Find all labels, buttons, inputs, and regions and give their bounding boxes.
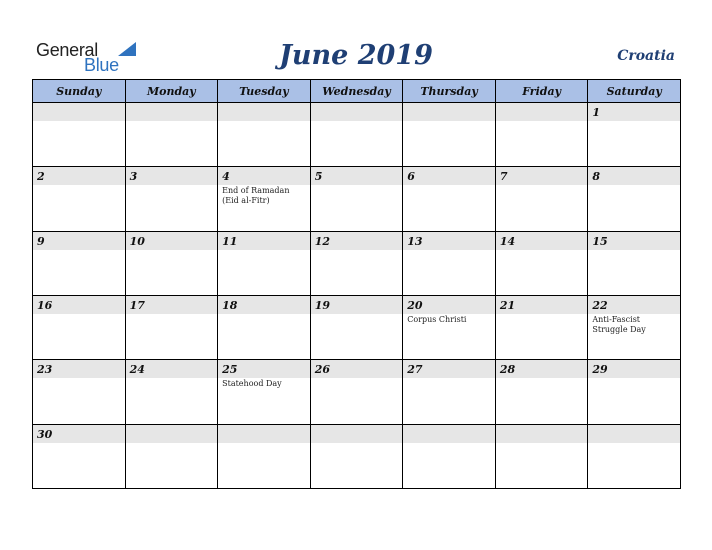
day-cell — [588, 295, 681, 359]
day-cell — [588, 231, 681, 295]
day-header-bar — [403, 232, 495, 250]
day-header-bar — [33, 232, 125, 250]
weekday-sunday: Sunday — [33, 80, 126, 103]
holiday-label — [496, 314, 588, 315]
holiday-label — [588, 185, 680, 186]
day-cell — [218, 360, 311, 424]
day-number: 9 — [37, 234, 45, 248]
day-header-bar — [126, 232, 218, 250]
holiday-label — [218, 443, 310, 444]
week-row — [33, 424, 681, 488]
day-cell — [403, 424, 496, 488]
day-number: 27 — [407, 363, 423, 377]
holiday-label — [403, 443, 495, 444]
day-cell — [495, 424, 588, 488]
holiday-label — [311, 185, 403, 186]
day-number: 6 — [407, 170, 415, 184]
day-cell — [588, 167, 681, 231]
logo-word-blue: Blue — [84, 55, 119, 75]
day-header-bar — [496, 232, 588, 250]
holiday-label — [496, 185, 588, 186]
day-header-bar — [311, 425, 403, 443]
day-header-bar — [403, 296, 495, 314]
day-number: 12 — [314, 234, 330, 248]
day-header-bar — [311, 296, 403, 314]
holiday-label — [126, 250, 218, 251]
day-cell — [310, 295, 403, 359]
week-row — [33, 231, 681, 295]
week-row — [33, 360, 681, 424]
day-cell — [403, 231, 496, 295]
holiday-label — [33, 378, 125, 379]
day-cell — [125, 360, 218, 424]
holiday-label — [311, 121, 403, 122]
day-number: 5 — [314, 170, 323, 184]
day-header-bar — [588, 296, 680, 314]
day-cell — [403, 360, 496, 424]
day-cell — [495, 167, 588, 231]
day-cell — [310, 424, 403, 488]
day-cell — [218, 295, 311, 359]
day-header-bar — [311, 360, 403, 378]
day-number: 7 — [499, 170, 508, 184]
holiday-label — [311, 250, 403, 251]
day-header-bar — [496, 296, 588, 314]
holiday-label — [33, 314, 125, 315]
day-header-bar — [588, 360, 680, 378]
day-number: 24 — [129, 363, 145, 377]
holiday-label: End of Ramadan (Eid al-Fitr) — [222, 186, 290, 206]
weekday-wednesday: Wednesday — [310, 80, 403, 103]
holiday-label — [126, 378, 218, 379]
holiday-label — [496, 378, 588, 379]
day-header-bar — [311, 103, 403, 121]
day-number: 26 — [314, 363, 330, 377]
day-cell — [310, 231, 403, 295]
day-header-bar — [588, 425, 680, 443]
holiday-label — [218, 250, 310, 251]
day-cell — [588, 103, 681, 167]
day-cell — [218, 424, 311, 488]
day-cell — [218, 167, 311, 231]
holiday-label: Corpus Christi — [407, 314, 467, 324]
holiday-label — [311, 314, 403, 315]
day-header-bar — [33, 296, 125, 314]
day-header-bar — [33, 360, 125, 378]
weekday-header-row — [33, 80, 681, 103]
holiday-label — [403, 121, 495, 122]
holiday-label: Statehood Day — [222, 379, 282, 389]
day-header-bar — [218, 425, 310, 443]
day-cell — [125, 231, 218, 295]
day-header-bar — [403, 103, 495, 121]
day-header-bar — [403, 167, 495, 185]
day-number: 4 — [222, 170, 230, 184]
day-header-bar — [126, 296, 218, 314]
day-cell — [125, 295, 218, 359]
weekday-monday: Monday — [125, 80, 218, 103]
day-number: 11 — [222, 234, 238, 248]
holiday-label — [588, 250, 680, 251]
weekday-thursday: Thursday — [403, 80, 496, 103]
day-number: 8 — [592, 170, 601, 184]
holiday-label — [403, 185, 495, 186]
day-header-bar — [588, 103, 680, 121]
holiday-label — [126, 185, 218, 186]
day-number: 29 — [592, 363, 608, 377]
day-number: 17 — [129, 298, 145, 312]
holiday-label — [588, 121, 680, 122]
holiday-label — [33, 185, 125, 186]
day-cell — [218, 103, 311, 167]
holiday-label — [126, 314, 218, 315]
day-header-bar — [588, 167, 680, 185]
holiday-label — [311, 443, 403, 444]
day-header-bar — [33, 103, 125, 121]
holiday-label — [496, 121, 588, 122]
day-number: 14 — [499, 234, 516, 248]
day-cell — [403, 295, 496, 359]
day-cell — [403, 167, 496, 231]
day-cell — [33, 360, 126, 424]
day-cell — [218, 231, 311, 295]
day-number: 3 — [129, 170, 138, 184]
calendar-title: June 2019 — [279, 40, 433, 71]
day-cell — [33, 167, 126, 231]
day-number: 15 — [592, 234, 608, 248]
day-cell — [495, 231, 588, 295]
day-header-bar — [496, 360, 588, 378]
day-cell — [588, 360, 681, 424]
calendar-grid — [32, 79, 681, 489]
holiday-label — [311, 378, 403, 379]
holiday-label — [126, 121, 218, 122]
holiday-label: Anti-Fascist Struggle Day — [592, 314, 646, 334]
day-cell — [495, 103, 588, 167]
day-number: 16 — [37, 298, 53, 312]
holiday-label — [496, 250, 588, 251]
holiday-label — [588, 443, 680, 444]
day-cell — [33, 231, 126, 295]
holiday-label — [126, 443, 218, 444]
weekday-tuesday: Tuesday — [218, 80, 311, 103]
day-cell — [310, 360, 403, 424]
day-header-bar — [218, 296, 310, 314]
day-cell — [33, 295, 126, 359]
day-number: 28 — [499, 363, 516, 377]
day-number: 19 — [314, 298, 330, 312]
week-row — [33, 103, 681, 167]
day-header-bar — [496, 167, 588, 185]
country-label: Croatia — [617, 48, 675, 64]
day-header-bar — [496, 103, 588, 121]
holiday-label — [218, 121, 310, 122]
day-number: 2 — [37, 170, 45, 184]
day-header-bar — [588, 232, 680, 250]
day-cell — [310, 167, 403, 231]
day-header-bar — [33, 425, 125, 443]
day-number: 20 — [407, 298, 423, 312]
day-header-bar — [218, 103, 310, 121]
day-number: 10 — [129, 234, 145, 248]
week-row — [33, 167, 681, 231]
day-number: 13 — [407, 234, 423, 248]
day-number: 1 — [592, 106, 601, 119]
day-number: 18 — [222, 298, 238, 312]
day-number: 22 — [592, 298, 608, 312]
day-cell — [495, 295, 588, 359]
day-cell — [33, 424, 126, 488]
day-cell — [310, 103, 403, 167]
day-header-bar — [311, 167, 403, 185]
day-header-bar — [126, 103, 218, 121]
holiday-label — [403, 378, 495, 379]
day-cell — [33, 103, 126, 167]
day-header-bar — [403, 360, 495, 378]
day-cell — [125, 103, 218, 167]
day-header-bar — [218, 360, 310, 378]
day-cell — [125, 167, 218, 231]
holiday-label — [33, 443, 125, 444]
day-number: 23 — [37, 363, 53, 377]
week-row — [33, 295, 681, 359]
day-cell — [125, 424, 218, 488]
holiday-label — [403, 250, 495, 251]
day-header-bar — [218, 232, 310, 250]
holiday-label — [33, 250, 125, 251]
day-header-bar — [126, 425, 218, 443]
day-header-bar — [496, 425, 588, 443]
day-cell — [495, 360, 588, 424]
holiday-label — [218, 314, 310, 315]
holiday-label — [496, 443, 588, 444]
day-header-bar — [126, 167, 218, 185]
day-header-bar — [126, 360, 218, 378]
day-header-bar — [311, 232, 403, 250]
weekday-saturday: Saturday — [588, 80, 681, 103]
day-cell — [588, 424, 681, 488]
day-header-bar — [403, 425, 495, 443]
holiday-label — [33, 121, 125, 122]
weekday-friday: Friday — [495, 80, 588, 103]
day-number: 25 — [222, 363, 238, 377]
day-header-bar — [218, 167, 310, 185]
logo-word-general: General — [36, 40, 98, 60]
day-number: 21 — [499, 298, 516, 312]
holiday-label — [588, 378, 680, 379]
day-header-bar — [33, 167, 125, 185]
day-number: 30 — [37, 427, 53, 441]
day-cell — [403, 103, 496, 167]
